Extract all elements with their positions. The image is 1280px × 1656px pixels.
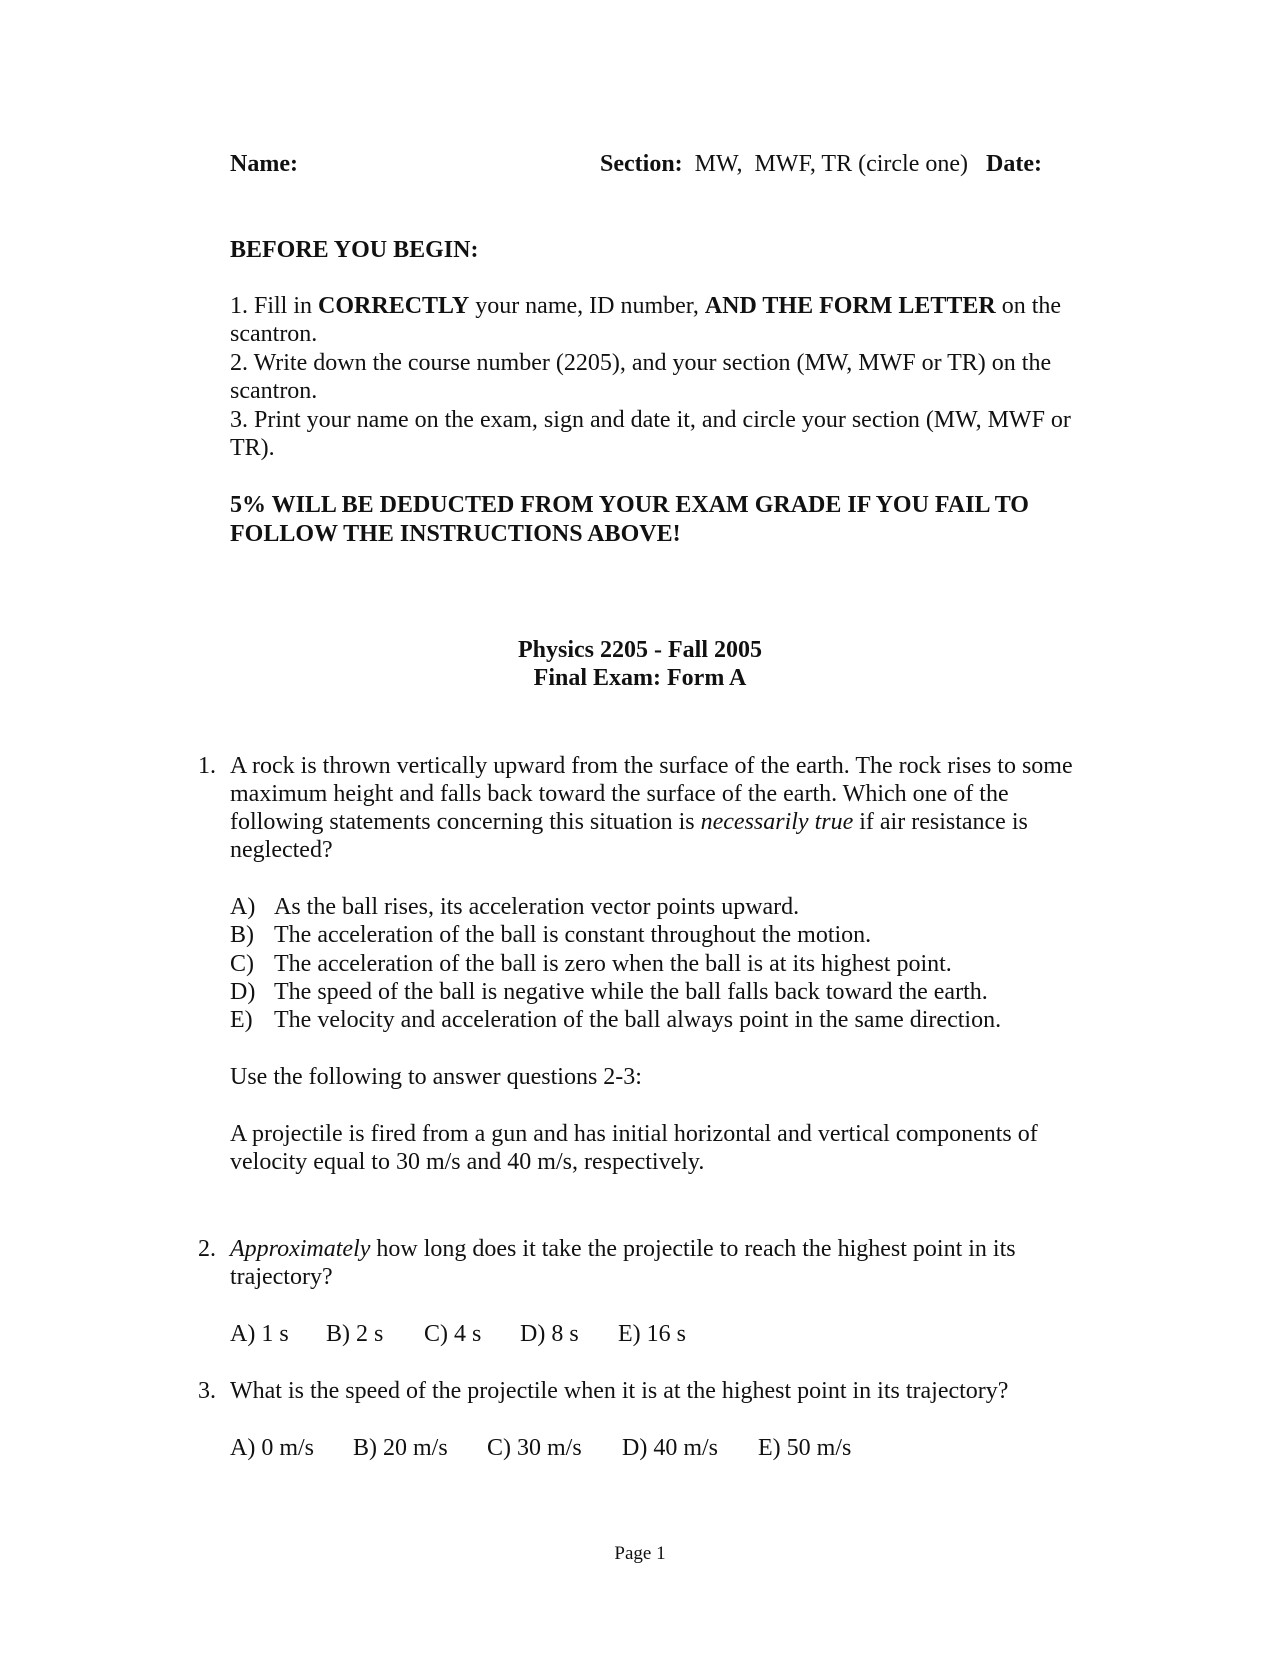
q3-choice-a[interactable]: A) 0 m/s (230, 1435, 314, 1461)
q2-line-1: Approximately how long does it take the projectile to reach the highest point in its (230, 1236, 1016, 1262)
instruction-item-2: 2. Write down the course number (2205), and your section (MW, MWF or TR) on the (230, 350, 1052, 376)
q1-line-1: A rock is thrown vertically upward from the surface of the earth. The rock rises to some (230, 753, 1073, 779)
instructions-heading: BEFORE YOU BEGIN: (230, 237, 479, 263)
warning-line-1: 5% WILL BE DEDUCTED FROM YOUR EXAM GRADE IF YOU FAIL TO (230, 492, 1029, 518)
instruction-item-1: 1. Fill in CORRECTLY your name, ID number, AND THE FORM LETTER on the (230, 293, 1062, 319)
q2-choice-e[interactable]: E) 16 s (618, 1321, 686, 1347)
q1-line-2: maximum height and falls back toward the surface of the earth. Which one of the (230, 781, 1009, 807)
q1-choice-d[interactable]: D) The speed of the ball is negative while the ball falls back toward the earth. (230, 979, 988, 1005)
q3-choice-d[interactable]: D) 40 m/s (622, 1435, 718, 1461)
warning-line-2: FOLLOW THE INSTRUCTIONS ABOVE! (230, 521, 681, 547)
q1-line-3: following statements concerning this situation is necessarily true if air resistance is (230, 809, 1028, 835)
section-options: MW, MWF, TR (circle one) (694, 151, 969, 177)
exam-subtitle: Final Exam: Form A (533, 665, 747, 691)
instruction-item-1-cont: scantron. (230, 321, 318, 347)
q1-choice-a[interactable]: A) As the ball rises, its acceleration vector points upward. (230, 894, 800, 920)
instruction-item-3: 3. Print your name on the exam, sign and date it, and circle your section (MW, MWF or (230, 407, 1071, 433)
q2-choice-d[interactable]: D) 8 s (520, 1321, 579, 1347)
q3-choice-b[interactable]: B) 20 m/s (353, 1435, 448, 1461)
date-label: Date: (986, 151, 1042, 177)
q2-choice-c[interactable]: C) 4 s (424, 1321, 482, 1347)
section-label: Section: (600, 151, 683, 177)
exam-title: Physics 2205 - Fall 2005 (518, 637, 762, 663)
q2-line-2: trajectory? (230, 1264, 333, 1290)
shared-line-2: velocity equal to 30 m/s and 40 m/s, respectively. (230, 1149, 705, 1175)
q3-choice-e[interactable]: E) 50 m/s (758, 1435, 852, 1461)
name-label: Name: (230, 151, 298, 177)
q2-choice-b[interactable]: B) 2 s (326, 1321, 384, 1347)
q1-number: 1. (198, 753, 216, 779)
q1-line-4: neglected? (230, 837, 333, 863)
section-line (600, 150, 1042, 178)
q1-choice-b[interactable]: B) The acceleration of the ball is constant throughout the motion. (230, 922, 872, 948)
q2-number: 2. (198, 1236, 216, 1262)
q3-text: What is the speed of the projectile when it is at the highest point in its trajectory? (230, 1378, 1009, 1404)
q1-choice-e[interactable]: E) The velocity and acceleration of the ball always point in the same direction. (230, 1007, 1002, 1033)
page-number: Page 1 (614, 1543, 666, 1564)
instruction-item-3-cont: TR). (230, 435, 275, 461)
q3-choice-c[interactable]: C) 30 m/s (487, 1435, 582, 1461)
instruction-item-2-cont: scantron. (230, 378, 318, 404)
q3-number: 3. (198, 1378, 216, 1404)
q1-choice-c[interactable]: C) The acceleration of the ball is zero when the ball is at its highest point. (230, 951, 952, 977)
shared-intro: Use the following to answer questions 2-3: (230, 1064, 642, 1090)
shared-line-1: A projectile is fired from a gun and has initial horizontal and vertical components of (230, 1121, 1038, 1147)
q2-choice-a[interactable]: A) 1 s (230, 1321, 289, 1347)
